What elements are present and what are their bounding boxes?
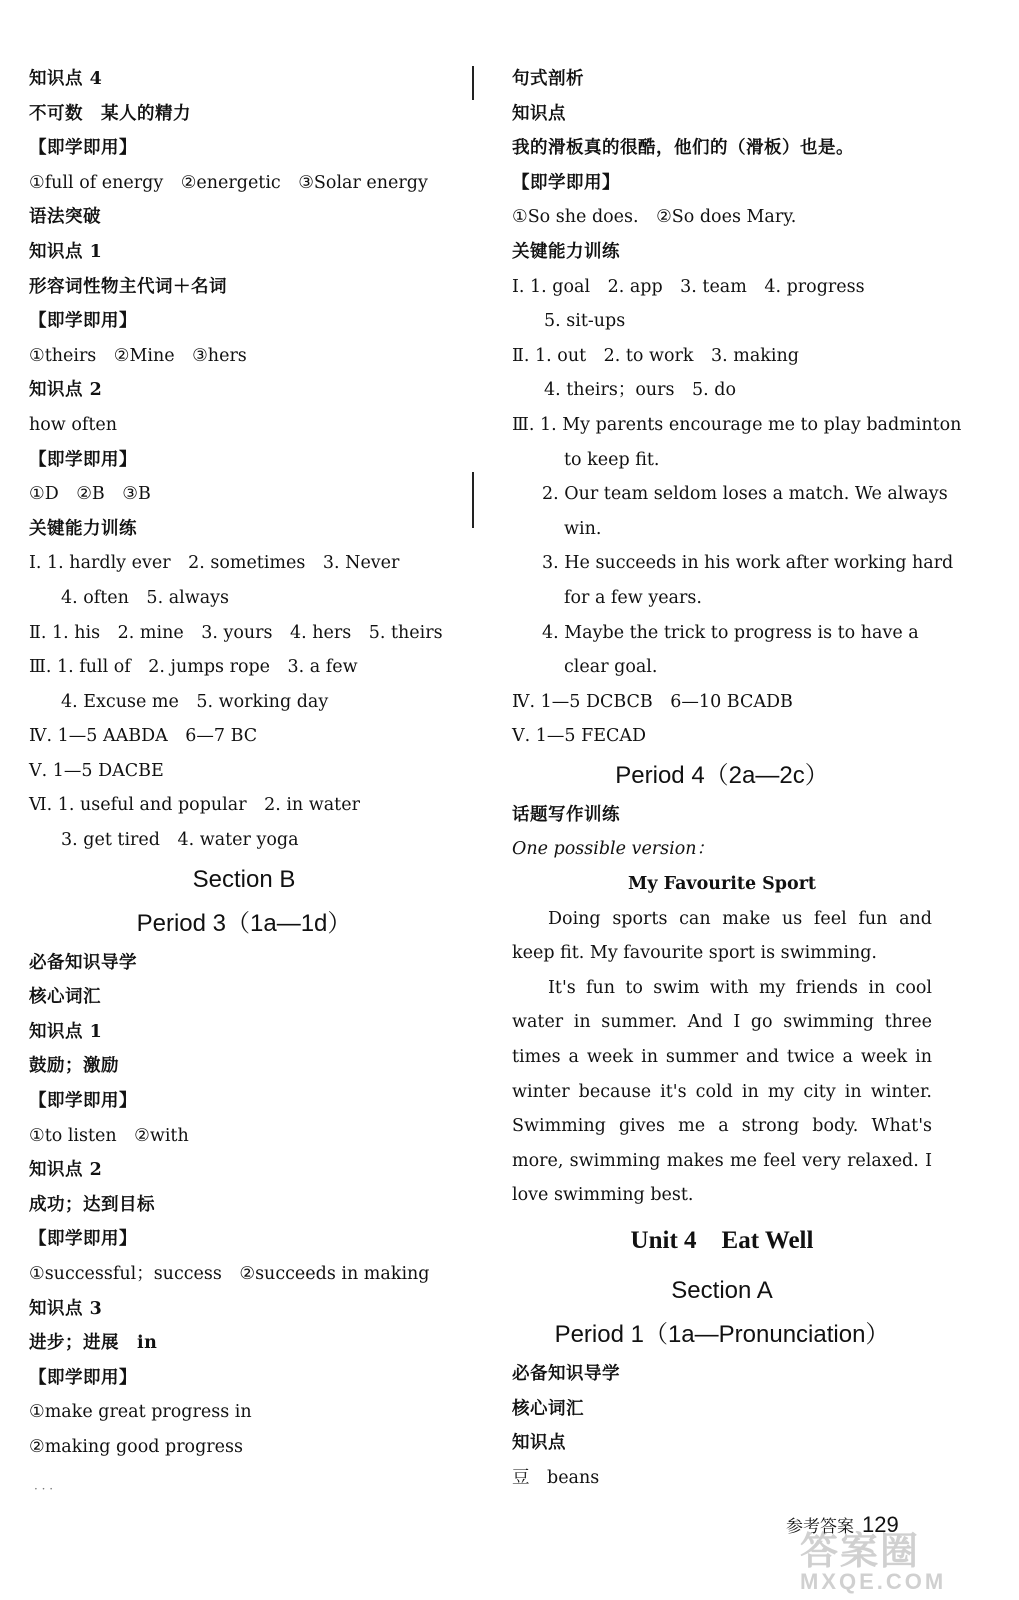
left-line: ①to listen ②with bbox=[29, 1125, 189, 1146]
right-line: to keep fit. bbox=[564, 449, 660, 470]
left-line: 不可数 某人的精力 bbox=[29, 103, 191, 124]
left-line: Period 3（1a—1d） bbox=[136, 909, 352, 937]
right-line: Section A bbox=[671, 1277, 773, 1304]
column-divider-middle bbox=[472, 472, 474, 528]
left-line: Ⅳ. 1—5 AABDA 6—7 BC bbox=[29, 726, 258, 747]
left-line: 知识点 4 bbox=[29, 69, 103, 89]
right-line: Ⅰ. 1. goal 2. app 3. team 4. progress bbox=[512, 276, 865, 297]
right-line: 必备知识导学 bbox=[512, 1364, 620, 1384]
page-number: 129 bbox=[862, 1512, 899, 1537]
right-line: 核心词汇 bbox=[512, 1398, 584, 1419]
right-line: 句式剖析 bbox=[512, 69, 584, 89]
right-line: 4. Maybe the trick to progress is to have a bbox=[542, 622, 919, 643]
right-line: for a few years. bbox=[564, 587, 702, 608]
right-line: ①So she does. ②So does Mary. bbox=[512, 207, 797, 228]
watermark bbox=[800, 1520, 946, 1595]
watermark-main: 答案圈 bbox=[800, 1531, 921, 1573]
footer-label: 参考答案 bbox=[786, 1517, 854, 1537]
left-line: 4. Excuse me 5. working day bbox=[61, 691, 329, 712]
left-line: 【即学即用】 bbox=[29, 1229, 137, 1250]
right-line: Ⅳ. 1—5 DCBCB 6—10 BCADB bbox=[512, 691, 793, 712]
right-line: 2. Our team seldom loses a match. We always bbox=[542, 484, 948, 505]
essay-paragraph: Doing sports can make us feel fun and keep fit. My favourite sport is swimming. bbox=[512, 908, 932, 964]
left-line: ①D ②B ③B bbox=[29, 484, 151, 505]
left-line: 语法突破 bbox=[29, 207, 101, 228]
left-line: Ⅲ. 1. full of 2. jumps rope 3. a few bbox=[29, 657, 358, 678]
right-line: Ⅱ. 1. out 2. to work 3. making bbox=[512, 345, 799, 366]
right-line: 【即学即用】 bbox=[512, 172, 620, 193]
left-line: 形容词性物主代词＋名词 bbox=[29, 276, 227, 297]
right-line: win. bbox=[564, 518, 602, 539]
right-line: Ⅲ. 1. My parents encourage me to play badminton bbox=[512, 414, 962, 435]
left-line: 知识点 3 bbox=[29, 1298, 103, 1319]
left-line: 知识点 1 bbox=[29, 241, 103, 262]
right-line: 3. He succeeds in his work after working hard bbox=[542, 553, 954, 574]
left-line: 【即学即用】 bbox=[29, 138, 137, 159]
left-line: ①full of energy ②energetic ③Solar energy bbox=[29, 172, 428, 193]
left-line: 3. get tired 4. water yoga bbox=[61, 830, 299, 851]
right-line: 知识点 bbox=[512, 103, 566, 124]
right-line: 知识点 bbox=[512, 1433, 566, 1454]
corner-mark: · · · bbox=[34, 1482, 54, 1496]
right-line: 4. theirs；ours 5. do bbox=[544, 380, 737, 401]
column-divider-top bbox=[472, 66, 474, 100]
essay-paragraph: It's fun to swim with my friends in cool water in summer. And I go swimming three times a week in summer and twice a week in winter because it's cold in my city in winter. Swimming gives me a strong body. What's more, swimming makes me feel very relaxed. I love swimming best. bbox=[512, 977, 932, 1206]
right-line: Period 4（2a—2c） bbox=[615, 761, 829, 789]
essay bbox=[512, 902, 932, 1213]
left-line: 鼓励；激励 bbox=[29, 1056, 119, 1077]
right-line: 5. sit-ups bbox=[544, 311, 626, 332]
right-line: My Favourite Sport bbox=[627, 874, 817, 895]
right-line: Ⅴ. 1—5 FECAD bbox=[512, 726, 647, 747]
left-line: 【即学即用】 bbox=[29, 1367, 137, 1388]
left-line: ①make great progress in bbox=[29, 1402, 252, 1423]
right-line: Unit 4 Eat Well bbox=[630, 1227, 814, 1254]
left-line: 核心词汇 bbox=[29, 987, 101, 1008]
right-line: 豆 beans bbox=[512, 1467, 600, 1488]
left-line: Section B bbox=[192, 865, 296, 893]
left-line: ①successful；success ②succeeds in making bbox=[29, 1264, 430, 1284]
left-line: 必备知识导学 bbox=[29, 952, 137, 973]
left-column bbox=[29, 62, 459, 1465]
left-line: Ⅴ. 1—5 DACBE bbox=[29, 760, 164, 781]
right-column bbox=[512, 62, 962, 1495]
left-line: Ⅵ. 1. useful and popular 2. in water bbox=[29, 795, 360, 816]
right-line: 话题写作训练 bbox=[512, 804, 620, 825]
left-line: 知识点 2 bbox=[29, 1160, 103, 1181]
left-line: 【即学即用】 bbox=[29, 311, 137, 332]
left-line: 4. often 5. always bbox=[61, 587, 230, 608]
right-line: clear goal. bbox=[564, 657, 658, 678]
left-line: ②making good progress bbox=[29, 1436, 243, 1457]
right-line: 我的滑板真的很酷，他们的（滑板）也是。 bbox=[512, 138, 854, 159]
left-line: 知识点 2 bbox=[29, 380, 103, 401]
left-line: 关键能力训练 bbox=[29, 518, 137, 539]
left-line: 进步；进展 in bbox=[29, 1333, 158, 1354]
right-line: 关键能力训练 bbox=[512, 241, 620, 262]
right-line: One possible version： bbox=[512, 839, 715, 860]
watermark-sub: MXQE.COM bbox=[800, 1569, 947, 1594]
left-line: 【即学即用】 bbox=[29, 1091, 137, 1112]
left-line: Ⅰ. 1. hardly ever 2. sometimes 3. Never bbox=[29, 553, 400, 574]
right-line: Period 1（1a—Pronunciation） bbox=[554, 1321, 890, 1348]
left-line: ①theirs ②Mine ③hers bbox=[29, 345, 247, 366]
left-line: 成功；达到目标 bbox=[29, 1194, 155, 1215]
left-line: 【即学即用】 bbox=[29, 449, 137, 470]
left-line: 知识点 1 bbox=[29, 1021, 103, 1042]
left-line: Ⅱ. 1. his 2. mine 3. yours 4. hers 5. theirs bbox=[29, 622, 443, 643]
left-line: how often bbox=[29, 414, 118, 435]
